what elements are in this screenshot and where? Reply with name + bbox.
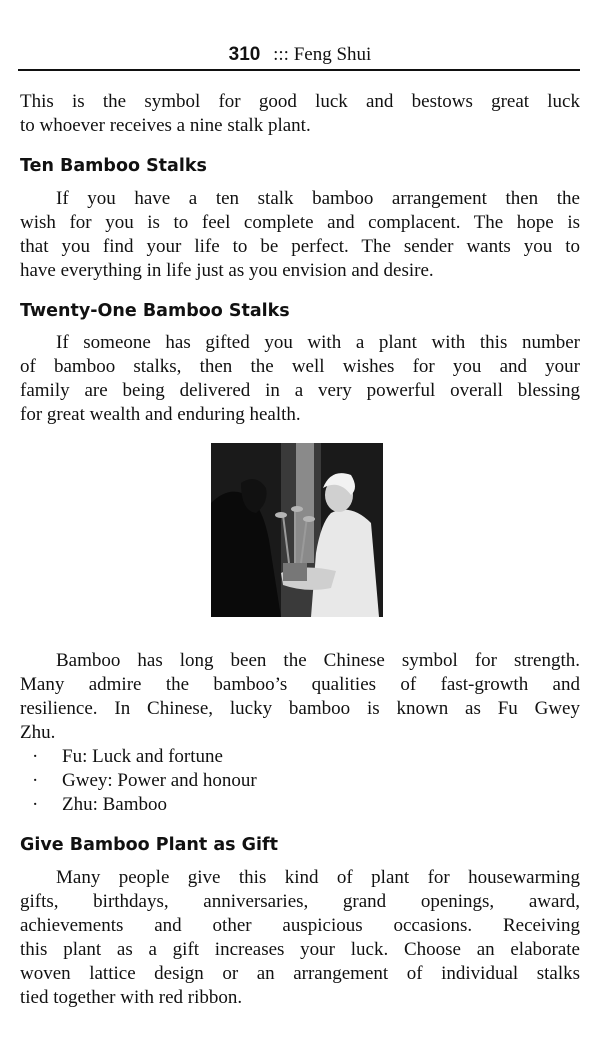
text-line: achievements and other auspicious occasions. Receiving	[20, 915, 580, 936]
paragraph	[20, 331, 580, 427]
text-line: have everything in life just as you envision and desire.	[20, 260, 434, 281]
header-separator: :::	[273, 44, 289, 65]
text-line: Many people give this kind of plant for housewarming	[56, 867, 580, 888]
paragraph	[20, 187, 580, 283]
book-title: Feng Shui	[293, 44, 372, 65]
text-line: wish for you is to feel complete and complacent. The hope is	[20, 212, 580, 233]
list-item	[20, 793, 580, 817]
text-line: If someone has gifted you with a plant with this number	[56, 332, 580, 353]
photo-gift-bamboo-plant	[211, 443, 383, 617]
text-line: of bamboo stalks, then the well wishes for you and your	[20, 356, 580, 377]
bullet-list	[20, 745, 580, 817]
text-line: this plant as a gift increases your luck. Choose an elaborate	[20, 939, 580, 960]
text-line: Many admire the bamboo’s qualities of fast-growth and	[20, 674, 580, 695]
page-number: 310	[228, 44, 261, 65]
paragraph	[20, 90, 580, 138]
bullet-icon: ·	[32, 770, 39, 791]
text-line: resilience. In Chinese, lucky bamboo is known as Fu Gwey	[20, 698, 580, 719]
section-heading: Give Bamboo Plant as Gift	[20, 835, 278, 855]
section-heading: Twenty-One Bamboo Stalks	[20, 301, 290, 321]
text-line: woven lattice design or an arrangement of individual stalks	[20, 963, 580, 984]
text-line: that you find your life to be perfect. The sender wants you to	[20, 236, 580, 257]
header-rule	[18, 69, 580, 71]
list-item-text: Zhu: Bamboo	[62, 794, 168, 815]
section-heading: Ten Bamboo Stalks	[20, 156, 207, 176]
text-line: If you have a ten stalk bamboo arrangement then the	[56, 188, 580, 209]
running-header	[0, 44, 600, 66]
bullet-icon: ·	[32, 746, 39, 767]
list-item	[20, 769, 580, 793]
text-line: tied together with red ribbon.	[20, 987, 243, 1008]
paragraph	[20, 866, 580, 1010]
list-item	[20, 745, 580, 769]
text-line: to whoever receives a nine stalk plant.	[20, 115, 311, 136]
text-line: family are being delivered in a very powerful overall blessing	[20, 380, 580, 401]
bullet-icon: ·	[32, 794, 39, 815]
text-line: This is the symbol for good luck and bestows great luck	[20, 91, 580, 112]
paragraph	[20, 649, 580, 745]
text-line: for great wealth and enduring health.	[20, 404, 301, 425]
text-line: Bamboo has long been the Chinese symbol for strength.	[56, 650, 580, 671]
text-line: Zhu.	[20, 722, 56, 743]
list-item-text: Fu: Luck and fortune	[62, 746, 223, 767]
text-line: gifts, birthdays, anniversaries, grand openings, award,	[20, 891, 580, 912]
list-item-text: Gwey: Power and honour	[62, 770, 257, 791]
